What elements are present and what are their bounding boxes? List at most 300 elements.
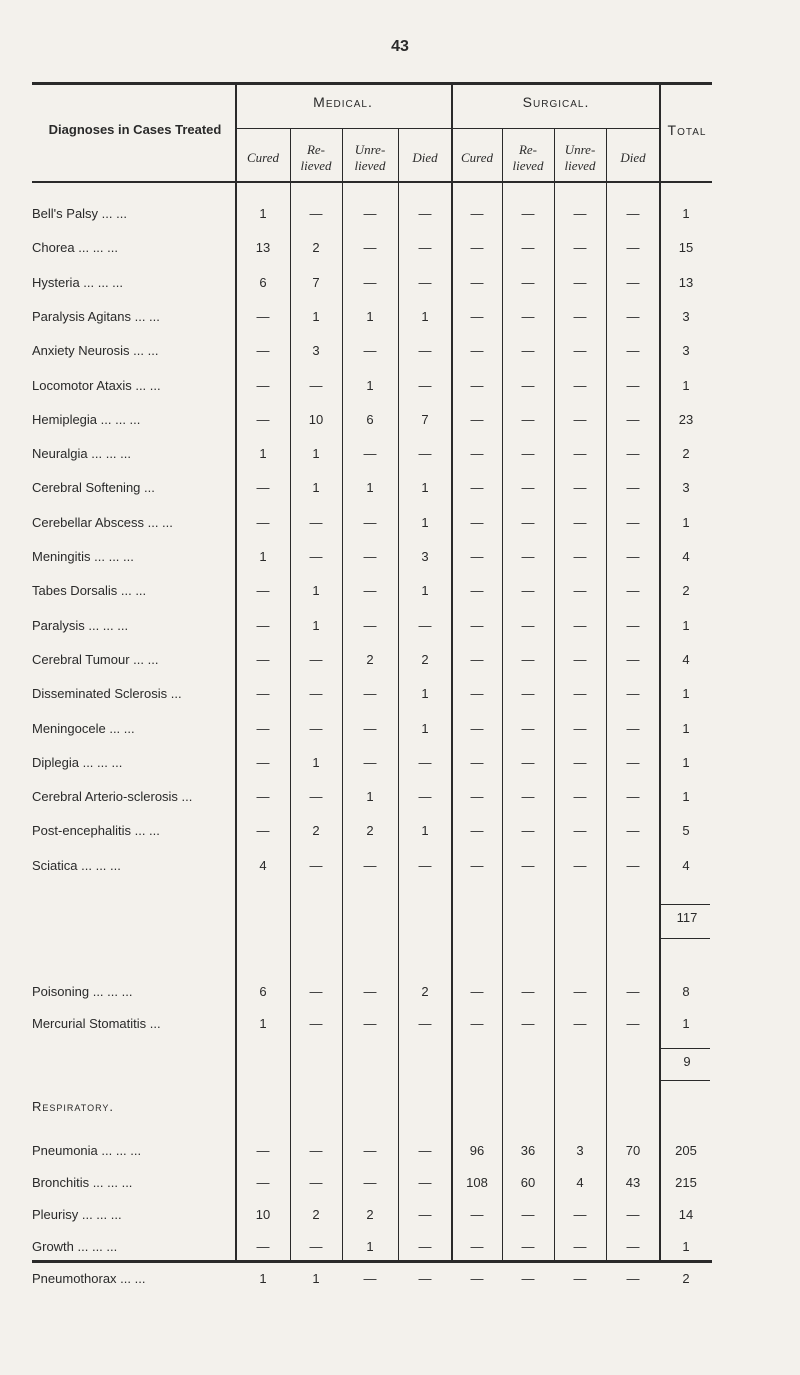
table-cell: — — [309, 720, 323, 736]
table-cell: — — [256, 514, 270, 530]
table-cell: — — [363, 984, 377, 999]
table-row — [0, 821, 800, 841]
total-cell: 1 — [682, 206, 690, 221]
table-cell: 1 — [259, 446, 267, 462]
medical-relieved-header: Re- lieved — [300, 142, 332, 173]
table-cell: — — [521, 651, 535, 667]
table-cell: — — [256, 343, 270, 359]
table-cell: — — [573, 754, 587, 770]
total-cell: 1 — [682, 617, 690, 633]
table-cell: — — [626, 514, 640, 530]
table-cell: 1 — [421, 583, 429, 599]
page-number: 43 — [391, 38, 409, 55]
table-cell: — — [521, 377, 535, 393]
medical-cured-header: Cured — [246, 150, 280, 165]
table-cell: — — [573, 857, 587, 873]
surgical-unrelieved-header: Unre- lieved — [564, 142, 596, 173]
table-cell: — — [626, 1207, 640, 1222]
table-cell: 7 — [312, 274, 320, 290]
table-row — [0, 1269, 800, 1289]
table-cell: 60 — [520, 1175, 536, 1190]
column-divider — [451, 84, 453, 1260]
table-row — [0, 616, 800, 636]
table-cell: — — [626, 480, 640, 496]
table-cell: — — [418, 1239, 432, 1254]
table-cell: — — [418, 1175, 432, 1190]
table-cell: — — [521, 1016, 535, 1031]
table-cell: — — [470, 857, 484, 873]
table-cell: — — [573, 343, 587, 359]
table-row — [0, 376, 800, 396]
table-cell: — — [573, 206, 587, 221]
diagnosis-label: Poisoning ... ... ... — [32, 984, 133, 999]
table-cell: — — [470, 984, 484, 999]
table-cell: — — [256, 754, 270, 770]
table-cell: — — [573, 823, 587, 839]
table-row — [0, 444, 800, 464]
table-cell: — — [573, 984, 587, 999]
table-cell: — — [470, 1207, 484, 1222]
subtotal-rule — [660, 1048, 710, 1049]
table-row — [0, 753, 800, 773]
table-cell: — — [470, 377, 484, 393]
table-cell: — — [626, 720, 640, 736]
table-row — [0, 307, 800, 327]
table-cell: — — [573, 549, 587, 564]
table-cell: — — [363, 514, 377, 530]
diagnosis-label: Pneumothorax ... ... — [32, 1271, 146, 1286]
table-cell: — — [309, 686, 323, 702]
subtotal-rule — [660, 938, 710, 939]
total-cell: 3 — [682, 343, 690, 359]
table-cell: — — [573, 446, 587, 462]
table-cell: — — [363, 720, 377, 736]
table-cell: — — [418, 343, 432, 359]
table-cell: — — [363, 1175, 377, 1190]
total-cell: 1 — [682, 514, 690, 530]
total-cell: 2 — [682, 446, 690, 462]
medical-unrelieved-header: Unre- lieved — [354, 142, 386, 173]
table-cell: — — [309, 514, 323, 530]
table-cell: 3 — [421, 549, 429, 564]
table-cell: — — [470, 446, 484, 462]
table-cell: — — [470, 1016, 484, 1031]
table-cell: — — [309, 1143, 323, 1158]
table-cell: — — [470, 240, 484, 256]
table-cell: 1 — [421, 720, 429, 736]
diagnosis-label: Disseminated Sclerosis ... — [32, 686, 182, 702]
table-cell: — — [626, 377, 640, 393]
table-cell: — — [256, 1143, 270, 1158]
table-cell: 4 — [259, 857, 267, 873]
diagnosis-label: Cerebral Arterio-sclerosis ... — [32, 789, 193, 805]
table-cell: — — [470, 1239, 484, 1254]
subtotal-rule — [660, 1080, 710, 1081]
table-cell: 96 — [469, 1143, 485, 1158]
table-cell: 1 — [366, 1239, 374, 1254]
total-cell: 14 — [678, 1207, 694, 1222]
table-cell: — — [418, 789, 432, 805]
diagnosis-label: Bell's Palsy ... ... — [32, 206, 127, 221]
table-cell: — — [470, 617, 484, 633]
total-cell: 1 — [682, 789, 690, 805]
table-cell: — — [521, 514, 535, 530]
table-cell: 1 — [366, 377, 374, 393]
table-cell: — — [309, 789, 323, 805]
table-cell: 1 — [312, 617, 320, 633]
table-cell: — — [573, 411, 587, 427]
table-cell: — — [626, 583, 640, 599]
table-cell: 2 — [366, 1207, 374, 1222]
table-cell: — — [363, 1016, 377, 1031]
total-cell: 1 — [682, 754, 690, 770]
table-cell: 1 — [366, 789, 374, 805]
total-cell: 4 — [682, 549, 690, 564]
total-cell: 15 — [678, 240, 694, 256]
table-row — [0, 856, 800, 876]
table-cell: — — [470, 480, 484, 496]
table-cell: 3 — [312, 343, 320, 359]
table-cell: — — [309, 549, 323, 564]
table-cell: — — [573, 274, 587, 290]
table-row — [0, 1173, 800, 1193]
table-cell: — — [626, 308, 640, 324]
poisoning-subtotal: 9 — [683, 1054, 691, 1069]
table-row — [0, 273, 800, 293]
diagnosis-label: Paralysis ... ... ... — [32, 617, 129, 633]
table-cell: — — [573, 377, 587, 393]
surgical-cured-header: Cured — [460, 150, 494, 165]
table-cell: — — [573, 514, 587, 530]
table-cell: — — [521, 206, 535, 221]
table-cell: — — [363, 1271, 377, 1286]
table-cell: 1 — [421, 308, 429, 324]
table-cell: — — [521, 411, 535, 427]
diagnosis-label: Mercurial Stomatitis ... — [32, 1016, 161, 1031]
table-cell: — — [521, 583, 535, 599]
total-cell: 4 — [682, 857, 690, 873]
table-row — [0, 719, 800, 739]
table-cell: — — [626, 206, 640, 221]
table-cell: — — [363, 1143, 377, 1158]
total-cell: 205 — [675, 1143, 697, 1158]
table-cell: — — [418, 240, 432, 256]
table-cell: — — [521, 549, 535, 564]
table-cell: — — [626, 1239, 640, 1254]
table-row — [0, 1014, 800, 1034]
diagnosis-label: Meningocele ... ... — [32, 720, 135, 736]
table-cell: — — [470, 549, 484, 564]
diagnosis-label: Tabes Dorsalis ... ... — [32, 583, 147, 599]
table-cell: — — [363, 617, 377, 633]
table-cell: 1 — [421, 686, 429, 702]
table-cell: — — [470, 206, 484, 221]
table-cell: — — [418, 857, 432, 873]
table-cell: — — [363, 754, 377, 770]
table-cell: — — [521, 240, 535, 256]
total-cell: 4 — [682, 651, 690, 667]
table-cell: — — [470, 411, 484, 427]
table-cell: — — [573, 651, 587, 667]
table-cell: — — [626, 549, 640, 564]
table-row — [0, 341, 800, 361]
total-cell: 1 — [682, 686, 690, 702]
table-cell: — — [573, 1271, 587, 1286]
table-cell: — — [470, 583, 484, 599]
table-cell: — — [521, 686, 535, 702]
diagnosis-label: Hysteria ... ... ... — [32, 274, 124, 290]
table-cell: 1 — [312, 1271, 320, 1286]
table-row — [0, 478, 800, 498]
table-cell: 1 — [421, 514, 429, 530]
table-cell: — — [573, 720, 587, 736]
diagnosis-label: Diplegia ... ... ... — [32, 754, 123, 770]
table-cell: — — [573, 240, 587, 256]
diagnosis-label: Post-encephalitis ... ... — [32, 823, 160, 839]
table-cell: — — [573, 1207, 587, 1222]
diagnosis-label: Growth ... ... ... — [32, 1239, 118, 1254]
table-cell: 2 — [312, 1207, 320, 1222]
table-cell: — — [363, 446, 377, 462]
table-cell: — — [470, 1271, 484, 1286]
table-cell: — — [626, 1271, 640, 1286]
table-cell: — — [418, 206, 432, 221]
respiratory-heading: Respiratory. — [32, 1099, 115, 1114]
diagnosis-label: Locomotor Ataxis ... ... — [32, 377, 161, 393]
surgical-relieved-header: Re- lieved — [512, 142, 544, 173]
top-rule — [32, 82, 712, 85]
table-cell: — — [418, 1271, 432, 1286]
table-cell: 4 — [576, 1175, 584, 1190]
table-cell: — — [626, 343, 640, 359]
table-cell: — — [573, 1016, 587, 1031]
table-cell: — — [521, 274, 535, 290]
table-cell: — — [418, 377, 432, 393]
table-cell: — — [521, 984, 535, 999]
diagnosis-label: Bronchitis ... ... ... — [32, 1175, 133, 1190]
table-cell: — — [470, 308, 484, 324]
total-header: Total — [667, 122, 707, 138]
table-cell: — — [521, 789, 535, 805]
diagnosis-label: Chorea ... ... ... — [32, 240, 118, 256]
table-cell: — — [256, 686, 270, 702]
bottom-rule — [32, 1260, 712, 1263]
table-cell: — — [521, 1239, 535, 1254]
table-cell: — — [626, 446, 640, 462]
table-cell: — — [309, 1016, 323, 1031]
table-cell: — — [363, 857, 377, 873]
total-cell: 3 — [682, 480, 690, 496]
total-cell: 23 — [678, 411, 694, 427]
table-cell: — — [573, 308, 587, 324]
table-cell: 1 — [312, 754, 320, 770]
total-cell: 2 — [682, 583, 690, 599]
table-cell: — — [470, 789, 484, 805]
diagnosis-label: Paralysis Agitans ... ... — [32, 308, 160, 324]
medical-died-header: Died — [412, 150, 438, 165]
table-cell: 10 — [255, 1207, 271, 1222]
diagnosis-label: Cerebral Tumour ... ... — [32, 651, 159, 667]
table-cell: — — [470, 823, 484, 839]
surgical-died-header: Died — [620, 150, 646, 165]
table-row — [0, 513, 800, 533]
table-row — [0, 204, 800, 224]
table-cell: — — [626, 823, 640, 839]
table-cell: — — [418, 1143, 432, 1158]
table-row — [0, 1205, 800, 1225]
diagnosis-label: Sciatica ... ... ... — [32, 857, 121, 873]
table-cell: 36 — [520, 1143, 536, 1158]
table-cell: 2 — [421, 984, 429, 999]
table-row — [0, 982, 800, 1002]
table-cell: — — [470, 343, 484, 359]
total-cell: 1 — [682, 720, 690, 736]
table-cell: — — [418, 446, 432, 462]
table-cell: — — [521, 1207, 535, 1222]
table-cell: 2 — [421, 651, 429, 667]
table-cell: — — [256, 651, 270, 667]
table-cell: 1 — [312, 446, 320, 462]
table-cell: 1 — [421, 480, 429, 496]
table-cell: — — [418, 1016, 432, 1031]
table-cell: — — [521, 857, 535, 873]
table-cell: — — [309, 1175, 323, 1190]
table-cell: — — [256, 789, 270, 805]
table-cell: — — [256, 583, 270, 599]
table-cell: — — [626, 411, 640, 427]
total-cell: 3 — [682, 308, 690, 324]
table-row — [0, 238, 800, 258]
table-cell: — — [309, 377, 323, 393]
table-cell: — — [521, 446, 535, 462]
table-cell: — — [573, 1239, 587, 1254]
table-cell: 1 — [259, 1016, 267, 1031]
table-cell: 10 — [308, 411, 324, 427]
diagnosis-label: Cerebral Softening ... — [32, 480, 155, 496]
table-cell: 13 — [255, 240, 271, 256]
table-row — [0, 581, 800, 601]
total-cell: 1 — [682, 1016, 690, 1031]
table-cell: — — [309, 206, 323, 221]
table-cell: — — [309, 857, 323, 873]
table-cell: — — [363, 240, 377, 256]
diagnosis-label: Neuralgia ... ... ... — [32, 446, 131, 462]
table-cell: — — [626, 686, 640, 702]
table-cell: — — [573, 789, 587, 805]
total-cell: 1 — [682, 377, 690, 393]
table-cell: — — [309, 984, 323, 999]
table-cell: — — [256, 377, 270, 393]
table-row — [0, 410, 800, 430]
table-cell: — — [521, 480, 535, 496]
diagnoses-header: Diagnoses in Cases Treated — [48, 122, 222, 137]
table-cell: — — [256, 617, 270, 633]
table-row — [0, 547, 800, 567]
surgical-header: Surgical. — [522, 94, 590, 110]
table-cell: — — [363, 686, 377, 702]
header-rule — [32, 181, 712, 183]
table-cell: — — [626, 274, 640, 290]
table-cell: — — [626, 240, 640, 256]
subtotal-rule — [660, 904, 710, 905]
table-cell: 3 — [576, 1143, 584, 1158]
table-cell: — — [363, 583, 377, 599]
diagnosis-label: Hemiplegia ... ... ... — [32, 411, 141, 427]
diagnosis-label: Anxiety Neurosis ... ... — [32, 343, 159, 359]
total-cell: 215 — [675, 1175, 697, 1190]
table-cell: — — [256, 480, 270, 496]
table-cell: — — [309, 651, 323, 667]
table-cell: 70 — [625, 1143, 641, 1158]
column-divider — [659, 84, 661, 1260]
total-cell: 13 — [678, 274, 694, 290]
medical-header: Medical. — [313, 94, 373, 110]
table-cell: — — [256, 1239, 270, 1254]
table-cell: — — [521, 308, 535, 324]
table-cell: 1 — [366, 308, 374, 324]
table-row — [0, 787, 800, 807]
table-cell: — — [521, 754, 535, 770]
table-cell: — — [363, 274, 377, 290]
table-cell: 1 — [259, 1271, 267, 1286]
table-cell: — — [573, 480, 587, 496]
total-cell: 2 — [682, 1271, 690, 1286]
table-cell: — — [521, 823, 535, 839]
table-cell: 2 — [312, 823, 320, 839]
table-cell: — — [256, 720, 270, 736]
diagnosis-label: Cerebellar Abscess ... ... — [32, 514, 173, 530]
diagnosis-label: Pleurisy ... ... ... — [32, 1207, 122, 1222]
table-cell: 2 — [312, 240, 320, 256]
table-cell: — — [309, 1239, 323, 1254]
table-cell: — — [470, 754, 484, 770]
table-cell: — — [626, 754, 640, 770]
table-cell: — — [573, 617, 587, 633]
nervous-subtotal: 117 — [676, 910, 698, 925]
subheader-rule — [236, 128, 660, 129]
table-cell: — — [573, 686, 587, 702]
table-cell: — — [470, 274, 484, 290]
table-cell: — — [256, 1175, 270, 1190]
table-cell: — — [418, 617, 432, 633]
table-cell: 2 — [366, 823, 374, 839]
table-cell: — — [256, 308, 270, 324]
table-cell: 1 — [312, 480, 320, 496]
table-cell: 1 — [259, 206, 267, 221]
table-cell: 1 — [421, 823, 429, 839]
total-cell: 5 — [682, 823, 690, 839]
total-cell: 1 — [682, 1239, 690, 1254]
total-cell: 8 — [682, 984, 690, 999]
table-cell: — — [418, 274, 432, 290]
table-cell: — — [521, 1271, 535, 1286]
table-row — [0, 684, 800, 704]
table-cell: — — [521, 343, 535, 359]
table-cell: — — [573, 583, 587, 599]
table-cell: — — [418, 754, 432, 770]
table-cell: 1 — [259, 549, 267, 564]
diagnosis-label: Pneumonia ... ... ... — [32, 1143, 142, 1158]
table-cell: 7 — [421, 411, 429, 427]
table-cell: — — [256, 823, 270, 839]
table-row — [0, 650, 800, 670]
table-cell: — — [470, 720, 484, 736]
table-cell: — — [363, 206, 377, 221]
table-cell: — — [418, 1207, 432, 1222]
diagnosis-label: Meningitis ... ... ... — [32, 549, 134, 564]
table-cell: 1 — [312, 583, 320, 599]
table-cell: — — [470, 651, 484, 667]
